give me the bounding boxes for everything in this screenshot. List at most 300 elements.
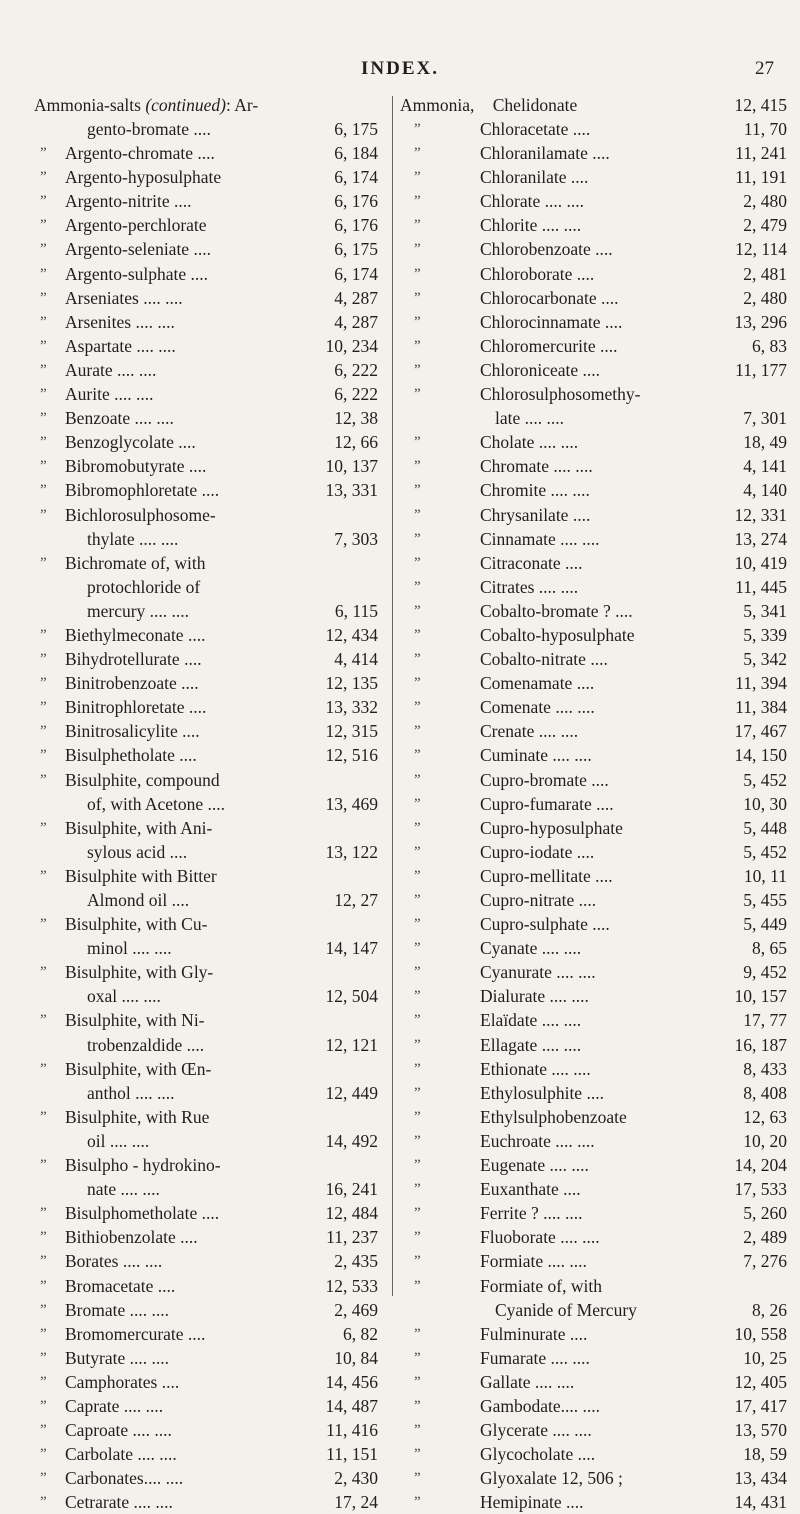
index-entry xyxy=(34,719,387,743)
ditto-mark: ” xyxy=(414,1373,421,1390)
ditto-mark: ” xyxy=(40,626,47,643)
ditto-mark: ” xyxy=(414,988,421,1005)
entry-name: Chlorocarbonate .... xyxy=(480,287,619,308)
entry-reference: 10, 20 xyxy=(743,1130,787,1151)
index-entry xyxy=(34,406,387,430)
entry-name: Bisulphetholate .... xyxy=(65,745,197,766)
index-entry xyxy=(34,816,387,840)
entry-reference: 12, 516 xyxy=(325,745,378,766)
entry-name: Bibromophloretate .... xyxy=(65,480,220,501)
ditto-mark: ” xyxy=(40,1277,47,1294)
index-entry xyxy=(34,1249,387,1273)
index-entry xyxy=(34,912,387,936)
entry-reference: 6, 175 xyxy=(334,239,378,260)
entry-reference: 11, 416 xyxy=(326,1420,378,1441)
entry-name: sylous acid .... xyxy=(87,841,188,862)
ditto-mark: ” xyxy=(414,1157,421,1174)
index-entry xyxy=(400,165,787,189)
ditto-mark: ” xyxy=(40,1301,47,1318)
entry-reference: 12, 504 xyxy=(325,986,378,1007)
index-entry xyxy=(34,1490,387,1514)
entry-name: Bihydrotellurate .... xyxy=(65,649,202,670)
index-entry xyxy=(34,165,387,189)
entry-name: nate .... .... xyxy=(87,1179,160,1200)
entry-name: Cinnamate .... .... xyxy=(480,528,600,549)
ditto-mark: ” xyxy=(414,145,421,162)
index-entry xyxy=(400,454,787,478)
ditto-mark: ” xyxy=(40,1205,47,1222)
entry-reference: 13, 469 xyxy=(325,793,378,814)
entry-reference: 12, 135 xyxy=(325,673,378,694)
entry-reference: 10, 84 xyxy=(334,1347,378,1368)
entry-reference: 6, 115 xyxy=(334,600,378,621)
entry-reference: 8, 408 xyxy=(743,1082,787,1103)
entry-reference: 11, 70 xyxy=(743,119,787,139)
entry-name: Chlorobenzoate .... xyxy=(480,239,613,260)
entry-name: Glyoxalate 12, 506 ; xyxy=(480,1468,623,1489)
index-entry xyxy=(34,1177,387,1201)
ditto-mark: ” xyxy=(414,1325,421,1342)
index-entry xyxy=(400,382,787,406)
index-entry xyxy=(34,286,387,310)
entry-reference: 13, 296 xyxy=(734,311,787,332)
index-entry xyxy=(34,503,387,527)
ditto-mark: ” xyxy=(40,506,47,523)
index-entry xyxy=(34,1394,387,1418)
ditto-mark: ” xyxy=(414,1205,421,1222)
entry-reference: 2, 480 xyxy=(743,287,787,308)
ditto-mark: ” xyxy=(414,1494,421,1511)
ditto-mark: ” xyxy=(414,1277,421,1294)
entry-name: gento-bromate .... xyxy=(87,119,211,139)
index-entry xyxy=(34,768,387,792)
ditto-mark: ” xyxy=(414,819,421,836)
entry-name: Bisulphite, with Gly- xyxy=(65,962,214,983)
heading-prefix: Ammonia, xyxy=(400,95,475,115)
index-entry xyxy=(34,888,387,912)
entry-reference: 6, 222 xyxy=(334,359,378,380)
ditto-mark: ” xyxy=(40,434,47,451)
entry-reference: 2, 480 xyxy=(743,191,787,212)
index-entry xyxy=(34,1418,387,1442)
index-entry xyxy=(400,840,787,864)
ditto-mark: ” xyxy=(40,651,47,668)
index-entry xyxy=(34,1057,387,1081)
index-entry xyxy=(34,984,387,1008)
index-entry xyxy=(400,1081,787,1105)
entry-reference: 10, 137 xyxy=(325,456,378,477)
ditto-mark: ” xyxy=(414,723,421,740)
entry-name: Chloranilate .... xyxy=(480,167,589,188)
entry-reference: 4, 140 xyxy=(743,480,787,501)
index-entry xyxy=(34,237,387,261)
ditto-mark: ” xyxy=(40,265,47,282)
page-title: INDEX. xyxy=(361,58,439,79)
entry-reference: 16, 241 xyxy=(325,1179,378,1200)
ditto-mark: ” xyxy=(40,1446,47,1463)
column-divider xyxy=(392,96,393,1296)
entry-reference: 14, 492 xyxy=(325,1130,378,1151)
left-entry-list xyxy=(34,117,387,1514)
entry-name: Benzoglycolate .... xyxy=(65,432,196,453)
ditto-mark: ” xyxy=(414,867,421,884)
ditto-mark: ” xyxy=(40,1060,47,1077)
ditto-mark: ” xyxy=(40,916,47,933)
entry-name: Cupro-mellitate .... xyxy=(480,865,613,886)
ditto-mark: ” xyxy=(414,1108,421,1125)
entry-name: Caprate .... .... xyxy=(65,1395,164,1416)
ditto-mark: ” xyxy=(40,819,47,836)
index-entry xyxy=(400,334,787,358)
entry-name: Arseniates .... .... xyxy=(65,287,183,308)
index-entry xyxy=(400,527,787,551)
entry-name: Argento-hyposulphate xyxy=(65,167,222,188)
entry-reference: 10, 25 xyxy=(743,1347,787,1368)
entry-reference: 2, 430 xyxy=(334,1468,378,1489)
ditto-mark: ” xyxy=(414,771,421,788)
entry-reference: 6, 222 xyxy=(334,384,378,405)
entry-name: Bromacetate .... xyxy=(65,1275,176,1296)
entry-reference: 17, 417 xyxy=(734,1395,787,1416)
entry-reference: 10, 30 xyxy=(743,793,787,814)
entry-name: of, with Acetone .... xyxy=(87,793,226,814)
ditto-mark: ” xyxy=(40,1494,47,1511)
index-entry xyxy=(400,213,787,237)
index-entry xyxy=(400,1490,787,1514)
entry-name: Chloroniceate .... xyxy=(480,359,601,380)
entry-reference: 11, 445 xyxy=(735,576,787,597)
index-entry xyxy=(400,141,787,165)
entry-name: Argento-nitrite .... xyxy=(65,191,192,212)
index-entry xyxy=(400,310,787,334)
index-entry xyxy=(400,1225,787,1249)
ditto-mark: ” xyxy=(414,169,421,186)
entry-name: Argento-sulphate .... xyxy=(65,263,209,284)
index-entry xyxy=(34,623,387,647)
ditto-mark: ” xyxy=(414,1036,421,1053)
entry-reference: 5, 339 xyxy=(743,624,787,645)
ditto-mark: ” xyxy=(40,313,47,330)
entry-reference: 2, 489 xyxy=(743,1227,787,1248)
ditto-mark: ” xyxy=(40,1422,47,1439)
entry-reference: 8, 433 xyxy=(743,1058,787,1079)
entry-reference: 10, 558 xyxy=(734,1323,787,1344)
ditto-mark: ” xyxy=(40,337,47,354)
entry-name: Ellagate .... .... xyxy=(480,1034,582,1055)
entry-reference: 2, 435 xyxy=(334,1251,378,1272)
ditto-mark: ” xyxy=(40,169,47,186)
entry-reference: 12, 66 xyxy=(334,432,378,453)
index-entry xyxy=(34,599,387,623)
entry-name: Cobalto-hyposulphate xyxy=(480,624,635,645)
entry-reference: 11, 384 xyxy=(735,697,787,718)
entry-name: Cuminate .... .... xyxy=(480,745,592,766)
entry-name: Cupro-sulphate .... xyxy=(480,914,610,935)
ditto-mark: ” xyxy=(414,795,421,812)
entry-name: anthol .... .... xyxy=(87,1082,175,1103)
entry-name: Cupro-hyposulphate xyxy=(480,817,623,838)
entry-name: Elaïdate .... .... xyxy=(480,1010,582,1031)
entry-reference: 11, 191 xyxy=(735,167,787,188)
entry-reference: 5, 448 xyxy=(743,817,787,838)
entry-reference: 5, 452 xyxy=(743,769,787,790)
entry-name: Carbonates.... .... xyxy=(65,1468,184,1489)
entry-reference: 13, 331 xyxy=(325,480,378,501)
entry-reference: 17, 77 xyxy=(743,1010,787,1031)
index-entry xyxy=(34,1081,387,1105)
ditto-mark: ” xyxy=(414,241,421,258)
entry-reference: 2, 479 xyxy=(743,215,787,236)
index-entry xyxy=(400,1370,787,1394)
entry-reference: 9, 452 xyxy=(743,962,787,983)
entry-reference: 11, 237 xyxy=(326,1227,378,1248)
entry-reference: 6, 176 xyxy=(334,191,378,212)
index-entry xyxy=(400,358,787,382)
index-entry xyxy=(400,478,787,502)
entry-name: Bisulphite, with Ani- xyxy=(65,817,213,838)
entry-name: Cetrarate .... .... xyxy=(65,1492,173,1513)
entry-name: trobenzaldide .... xyxy=(87,1034,205,1055)
entry-name: Bromomercurate .... xyxy=(65,1323,206,1344)
index-entry xyxy=(400,1033,787,1057)
ditto-mark: ” xyxy=(40,1253,47,1270)
entry-reference: 7, 303 xyxy=(334,528,378,549)
entry-name: Chlorite .... .... xyxy=(480,215,582,236)
entry-name: Fumarate .... .... xyxy=(480,1347,590,1368)
ditto-mark: ” xyxy=(40,1108,47,1125)
index-entry xyxy=(400,1442,787,1466)
entry-reference: 12, 449 xyxy=(325,1082,378,1103)
ditto-mark: ” xyxy=(414,217,421,234)
index-entry xyxy=(400,1418,787,1442)
index-entry xyxy=(34,310,387,334)
index-entry xyxy=(34,647,387,671)
entry-name: Chloromercurite .... xyxy=(480,335,618,356)
entry-reference: 5, 452 xyxy=(743,841,787,862)
entry-name: Bisulphite, compound xyxy=(65,769,220,790)
ditto-mark: ” xyxy=(40,217,47,234)
ditto-mark: ” xyxy=(414,1422,421,1439)
index-entry xyxy=(34,117,387,141)
entry-reference: 6, 83 xyxy=(752,335,787,356)
ditto-mark: ” xyxy=(414,530,421,547)
entry-name: Bisulpho - hydrokino- xyxy=(65,1155,221,1176)
ditto-mark: ” xyxy=(40,482,47,499)
ditto-mark: ” xyxy=(40,1325,47,1342)
index-entry xyxy=(400,430,787,454)
entry-name: Ethionate .... .... xyxy=(480,1058,591,1079)
index-entry xyxy=(400,623,787,647)
index-entry xyxy=(400,406,787,430)
index-entry xyxy=(34,1201,387,1225)
entry-name: Glycerate .... .... xyxy=(480,1420,592,1441)
entry-name: Borates .... .... xyxy=(65,1251,163,1272)
entry-reference: 4, 287 xyxy=(334,287,378,308)
ditto-mark: ” xyxy=(40,1157,47,1174)
entry-name: Bisulphite with Bitter xyxy=(65,865,217,886)
ditto-mark: ” xyxy=(414,313,421,330)
index-entry xyxy=(400,1057,787,1081)
entry-name: Arsenites .... .... xyxy=(65,311,175,332)
entry-reference: 14, 487 xyxy=(325,1395,378,1416)
entry-name: Bichromate of, with xyxy=(65,552,206,573)
entry-name: Cobalto-nitrate .... xyxy=(480,649,608,670)
index-entry xyxy=(34,1033,387,1057)
entry-name: Crenate .... .... xyxy=(480,721,579,742)
entry-name: Chromite .... .... xyxy=(480,480,590,501)
entry-reference: 13, 122 xyxy=(325,841,378,862)
entry-name: Fluoborate .... .... xyxy=(480,1227,600,1248)
entry-reference: 2, 469 xyxy=(334,1299,378,1320)
entry-reference: 12, 27 xyxy=(334,890,378,910)
index-entry xyxy=(400,262,787,286)
ditto-mark: ” xyxy=(414,651,421,668)
ditto-mark: ” xyxy=(40,1470,47,1487)
entry-reference: 8, 26 xyxy=(752,1299,787,1320)
entry-reference: 17, 467 xyxy=(734,721,787,742)
entry-name: Chlorocinnamate .... xyxy=(480,311,623,332)
entry-reference: 18, 49 xyxy=(743,432,787,453)
index-entry xyxy=(34,189,387,213)
entry-reference: 4, 141 xyxy=(743,456,787,477)
entry-name: Chloranilamate .... xyxy=(480,143,610,164)
heading-ref: 12, 415 xyxy=(734,95,787,115)
ditto-mark: ” xyxy=(414,1132,421,1149)
entry-reference: 8, 65 xyxy=(752,938,787,959)
index-entry xyxy=(400,237,787,261)
index-entry xyxy=(34,358,387,382)
ditto-mark: ” xyxy=(40,1349,47,1366)
index-entry xyxy=(400,286,787,310)
ditto-mark: ” xyxy=(414,699,421,716)
index-entry xyxy=(400,551,787,575)
entry-name: mercury .... .... xyxy=(87,600,190,621)
index-entry xyxy=(34,695,387,719)
index-entry xyxy=(34,454,387,478)
ditto-mark: ” xyxy=(414,193,421,210)
ditto-mark: ” xyxy=(414,361,421,378)
entry-name: Citraconate .... xyxy=(480,552,583,573)
index-entry xyxy=(400,792,787,816)
index-entry xyxy=(34,382,387,406)
entry-reference: 12, 63 xyxy=(743,1106,787,1127)
entry-reference: 5, 449 xyxy=(743,914,787,935)
index-entry xyxy=(34,213,387,237)
entry-reference: 12, 114 xyxy=(735,239,787,260)
page-number: 27 xyxy=(755,58,774,79)
entry-reference: 5, 260 xyxy=(743,1203,787,1224)
ditto-mark: ” xyxy=(414,554,421,571)
entry-reference: 12, 533 xyxy=(325,1275,378,1296)
index-entry xyxy=(400,1177,787,1201)
entry-name: Cupro-fumarate .... xyxy=(480,793,614,814)
entry-name: Ethylosulphite .... xyxy=(480,1082,604,1103)
ditto-mark: ” xyxy=(414,892,421,908)
index-entry xyxy=(34,430,387,454)
entry-name: Bisulphite, with Cu- xyxy=(65,914,208,935)
index-entry xyxy=(400,1298,787,1322)
entry-name: Cupro-nitrate .... xyxy=(480,890,597,910)
ditto-mark: ” xyxy=(414,1470,421,1487)
entry-name: Aurate .... .... xyxy=(65,359,157,380)
index-entry xyxy=(400,888,787,912)
ditto-mark: ” xyxy=(40,747,47,764)
index-entry xyxy=(400,1153,787,1177)
index-entry xyxy=(34,527,387,551)
entry-reference: 17, 24 xyxy=(334,1492,378,1513)
ditto-mark: ” xyxy=(414,602,421,619)
index-entry xyxy=(400,768,787,792)
entry-name: Camphorates .... xyxy=(65,1371,180,1392)
index-entry xyxy=(400,960,787,984)
entry-reference: 14, 147 xyxy=(325,938,378,959)
entry-reference: 5, 455 xyxy=(743,890,787,910)
ditto-mark: ” xyxy=(40,289,47,306)
ditto-mark: ” xyxy=(414,578,421,595)
index-entry xyxy=(34,792,387,816)
entry-reference: 12, 38 xyxy=(334,408,378,429)
ditto-mark: ” xyxy=(40,410,47,427)
entry-name: thylate .... .... xyxy=(87,528,179,549)
index-entry xyxy=(400,1129,787,1153)
entry-name: Formiate of, with xyxy=(480,1275,602,1296)
index-entry xyxy=(400,1394,787,1418)
entry-reference: 6, 174 xyxy=(334,167,378,188)
entry-name: Benzoate .... .... xyxy=(65,408,174,429)
entry-name: Cobalto-bromate ? .... xyxy=(480,600,633,621)
entry-reference: 6, 184 xyxy=(334,143,378,164)
heading-prefix: Ammonia-salts xyxy=(34,95,141,115)
index-entry xyxy=(400,1274,787,1298)
entry-reference: 12, 405 xyxy=(734,1371,787,1392)
index-entry xyxy=(400,1105,787,1129)
entry-name: Comenate .... .... xyxy=(480,697,595,718)
right-column xyxy=(400,93,787,1514)
entry-reference: 17, 533 xyxy=(734,1179,787,1200)
entry-name: Argento-chromate .... xyxy=(65,143,215,164)
index-entry xyxy=(34,840,387,864)
entry-name: Chloracetate .... xyxy=(480,119,591,139)
index-entry xyxy=(34,1129,387,1153)
entry-name: oil .... .... xyxy=(87,1130,150,1151)
index-entry xyxy=(400,189,787,213)
index-entry xyxy=(400,719,787,743)
entry-name: Ferrite ? .... .... xyxy=(480,1203,583,1224)
entry-reference: 13, 434 xyxy=(734,1468,787,1489)
entry-reference: 5, 341 xyxy=(743,600,787,621)
index-entry xyxy=(34,960,387,984)
entry-name: oxal .... .... xyxy=(87,986,161,1007)
ditto-mark: ” xyxy=(40,361,47,378)
index-entry xyxy=(34,1346,387,1370)
ditto-mark: ” xyxy=(414,1229,421,1246)
entry-name: Bibromobutyrate .... xyxy=(65,456,207,477)
entry-reference: 11, 177 xyxy=(735,359,787,380)
index-entry xyxy=(400,1008,787,1032)
entry-name: Gambodate.... .... xyxy=(480,1395,601,1416)
ditto-mark: ” xyxy=(40,458,47,475)
index-entry xyxy=(34,262,387,286)
ditto-mark: ” xyxy=(40,964,47,981)
index-entry xyxy=(400,912,787,936)
ditto-mark: ” xyxy=(40,1012,47,1029)
entry-name: Bisulphometholate .... xyxy=(65,1203,220,1224)
index-entry xyxy=(400,1249,787,1273)
entry-reference: 10, 157 xyxy=(734,986,787,1007)
index-entry xyxy=(400,1466,787,1490)
entry-reference: 10, 11 xyxy=(743,865,787,886)
ditto-mark: ” xyxy=(414,289,421,306)
